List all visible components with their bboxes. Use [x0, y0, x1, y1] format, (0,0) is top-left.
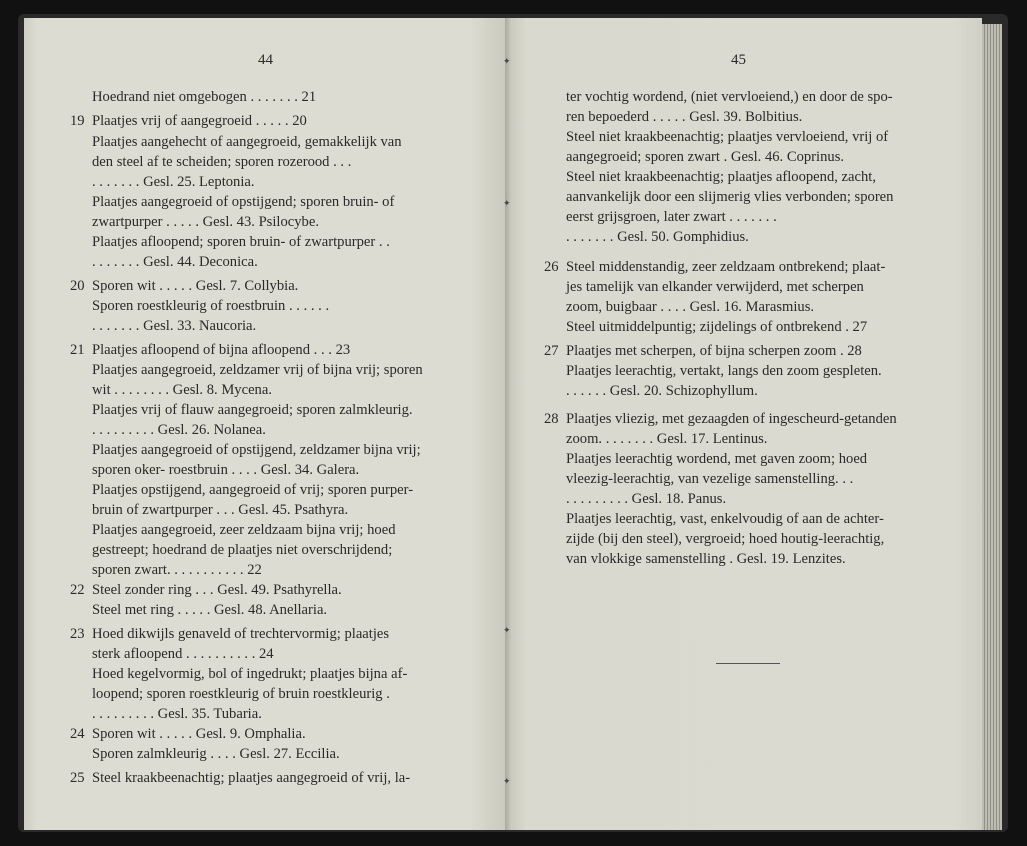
text-line: Plaatjes vliezig, met gezaagden of ingescheurd-getanden	[566, 411, 897, 427]
text-line: Sporen roestkleurig of roestbruin . . . . . .	[92, 298, 330, 314]
text-line: Steel niet kraakbeenachtig; plaatjes vervloeiend, vrij of	[566, 129, 889, 145]
text-line: Plaatjes aangegroeid, zeldzamer vrij of bijna vrij; sporen	[92, 362, 423, 378]
text-line: den steel af te scheiden; sporen rozerood . . .	[92, 154, 352, 170]
gutter-mark: ✦	[503, 198, 511, 208]
text-line: ter vochtig wordend, (niet vervloeiend,) en door de spo-	[566, 89, 893, 105]
text-line: Plaatjes afloopend; sporen bruin- of zwartpurper . .	[92, 234, 390, 250]
text-line: zijde (bij den steel), vergroeid; hoed houtig-leerachtig,	[566, 531, 885, 547]
text-line: jes tamelijk van elkander verwijderd, met scherpen	[566, 279, 864, 295]
text-line: Plaatjes aangegroeid of opstijgend; sporen bruin- of	[92, 194, 395, 210]
page-edges	[982, 24, 1002, 830]
entry-number: 27	[544, 343, 559, 359]
entry-number: 23	[70, 626, 85, 642]
text-line: Plaatjes aangegroeid of opstijgend, zeldzamer bijna vrij;	[92, 442, 421, 458]
text-line: van vlokkige samenstelling . Gesl. 19. Lenzites.	[566, 551, 846, 567]
left-page-number: 44	[258, 52, 273, 68]
text-line: Hoed dikwijls genaveld of trechtervormig; plaatjes	[92, 626, 390, 642]
text-line: Sporen zalmkleurig . . . . Gesl. 27. Eccilia.	[92, 746, 340, 762]
text-line: sterk afloopend . . . . . . . . . . 24	[92, 646, 274, 662]
entry-number: 19	[70, 113, 85, 129]
text-line: Steel met ring . . . . . Gesl. 48. Anellaria.	[92, 602, 328, 618]
text-line: Plaatjes opstijgend, aangegroeid of vrij; sporen purper-	[92, 482, 414, 498]
text-line: zoom, buigbaar . . . . Gesl. 16. Marasmius.	[566, 299, 815, 315]
text-line: sporen oker- roestbruin . . . . Gesl. 34. Galera.	[92, 462, 360, 478]
text-line: Steel middenstandig, zeer zeldzaam ontbrekend; plaat-	[566, 259, 886, 275]
entry-number: 21	[70, 342, 85, 358]
text-line: . . . . . . . . . Gesl. 35. Tubaria.	[92, 706, 262, 722]
gutter-mark: ✦	[503, 776, 511, 786]
text-line: Plaatjes leerachtig, vertakt, langs den zoom gespleten.	[566, 363, 882, 379]
text-line: eerst grijsgroen, later zwart . . . . . . .	[566, 209, 777, 225]
text-line: bruin of zwartpurper . . . Gesl. 45. Psathyra.	[92, 502, 349, 518]
text-line: . . . . . . . Gesl. 44. Deconica.	[92, 254, 258, 270]
text-line: Steel uitmiddelpuntig; zijdelings of ontbrekend . 27	[566, 319, 868, 335]
text-line: . . . . . . . Gesl. 50. Gomphidius.	[566, 229, 749, 245]
gutter-mark: ✦	[503, 625, 511, 635]
text-line: Plaatjes aangegroeid, zeer zeldzaam bijna vrij; hoed	[92, 522, 396, 538]
text-line: Plaatjes afloopend of bijna afloopend . . . 23	[92, 342, 351, 358]
text-line: Plaatjes vrij of aangegroeid . . . . . 20	[92, 113, 307, 129]
text-line: Hoedrand niet omgebogen . . . . . . . 21	[92, 89, 317, 105]
text-line: zwartpurper . . . . . Gesl. 43. Psilocybe.	[92, 214, 319, 230]
text-line: Plaatjes aangehecht of aangegroeid, gemakkelijk van	[92, 134, 402, 150]
entry-number: 22	[70, 582, 85, 598]
text-line: Sporen wit . . . . . Gesl. 9. Omphalia.	[92, 726, 306, 742]
entry-number: 24	[70, 726, 85, 742]
text-line: Steel niet kraakbeenachtig; plaatjes afloopend, zacht,	[566, 169, 876, 185]
text-line: . . . . . . . Gesl. 25. Leptonia.	[92, 174, 255, 190]
text-line: . . . . . . Gesl. 20. Schizophyllum.	[566, 383, 758, 399]
text-line: aangegroeid; sporen zwart . Gesl. 46. Coprinus.	[566, 149, 845, 165]
text-line: Plaatjes met scherpen, of bijna scherpen zoom . 28	[566, 343, 862, 359]
end-rule	[716, 663, 780, 664]
text-line: ren bepoederd . . . . . Gesl. 39. Bolbitius.	[566, 109, 803, 125]
entry-number: 28	[544, 411, 559, 427]
text-line: loopend; sporen roestkleurig of bruin roestkleurig .	[92, 686, 390, 702]
gutter-mark: ✦	[503, 56, 511, 66]
text-line: Hoed kegelvormig, bol of ingedrukt; plaatjes bijna af-	[92, 666, 408, 682]
text-line: . . . . . . . . . Gesl. 18. Panus.	[566, 491, 727, 507]
text-line: . . . . . . . Gesl. 33. Naucoria.	[92, 318, 257, 334]
text-line: Sporen wit . . . . . Gesl. 7. Collybia.	[92, 278, 299, 294]
entry-number: 25	[70, 770, 85, 786]
text-line: aanvankelijk door een slijmerig vlies verbonden; sporen	[566, 189, 894, 205]
text-line: Steel kraakbeenachtig; plaatjes aangegroeid of vrij, la-	[92, 770, 411, 786]
text-line: zoom. . . . . . . . Gesl. 17. Lentinus.	[566, 431, 768, 447]
text-line: sporen zwart. . . . . . . . . . . 22	[92, 562, 262, 578]
gutter	[505, 18, 511, 830]
text-line: wit . . . . . . . . Gesl. 8. Mycena.	[92, 382, 272, 398]
text-line: Plaatjes leerachtig, vast, enkelvoudig of aan de achter-	[566, 511, 884, 527]
text-line: gestreept; hoedrand de plaatjes niet overschrijdend;	[92, 542, 393, 558]
text-line: Plaatjes leerachtig wordend, met gaven zoom; hoed	[566, 451, 868, 467]
text-line: Steel zonder ring . . . Gesl. 49. Psathyrella.	[92, 582, 342, 598]
text-line: vleezig-leerachtig, van vezelige samenstelling. . .	[566, 471, 854, 487]
entry-number: 20	[70, 278, 85, 294]
entry-number: 26	[544, 259, 559, 275]
text-line: . . . . . . . . . Gesl. 26. Nolanea.	[92, 422, 266, 438]
text-line: Plaatjes vrij of flauw aangegroeid; sporen zalmkleurig.	[92, 402, 413, 418]
right-page-number: 45	[731, 52, 746, 68]
